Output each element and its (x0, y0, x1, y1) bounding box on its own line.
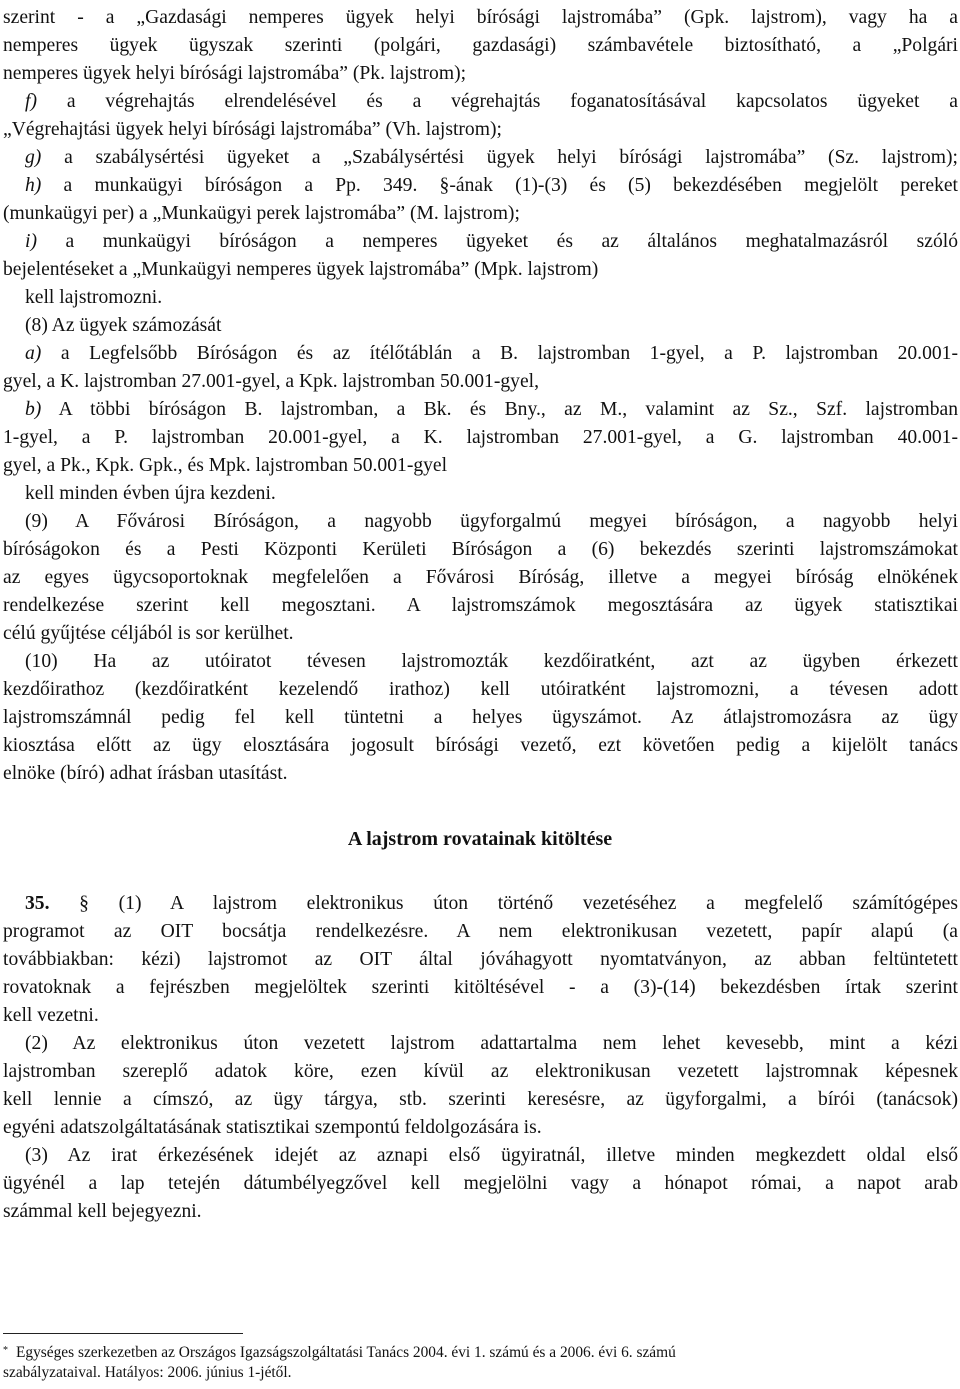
text-line: lajstromszámnál pedig fel kell tüntetni a helyes ügyszámot. Az átlajstromozásra az ügy (3, 707, 958, 728)
text-line: kell lajstromozni. (25, 287, 163, 308)
text-line: (8) Az ügyek számozását (25, 315, 222, 336)
text-line: rendelkezése szerint kell megosztani. A lajstromszámok megosztására az ügyek statisztikai (3, 595, 958, 616)
text-line: g) a szabálysértési ügyeket a „Szabálysértési ügyek helyi bírósági lajstromába” (Sz. lajstrom); (25, 147, 958, 168)
text-line: gyel, a K. lajstromban 27.001-gyel, a Kpk. lajstromban 50.001-gyel, (3, 371, 539, 392)
text-line: (10) Ha az utóiratot tévesen lajstromozták kezdőiratként, azt az ügyben érkezett (25, 651, 958, 672)
text-line: gyel, a Pk., Kpk. Gpk., és Mpk. lajstromban 50.001-gyel (3, 455, 448, 476)
text-line: továbbiakban: kézi) lajstromot az OIT által jóváhagyott nyomtatványon, az abban feltüntetett (3, 949, 958, 970)
text-line: lajstromban szereplő adatok köre, ezen kívül az elektronikusan vezetett lajstromnak képesnek (3, 1061, 958, 1082)
text-line: kell lennie a címszó, az ügy tárgya, stb. szerinti keresésre, az ügyforgalmi, a bírói (tanácsok) (3, 1089, 958, 1110)
text-line: „Végrehajtási ügyek helyi bírósági lajstromába” (Vh. lajstrom); (3, 119, 502, 140)
text-line: (2) Az elektronikus úton vezetett lajstrom adattartalma nem lehet kevesebb, mint a kézi (25, 1033, 958, 1054)
section-number: 35. (25, 893, 50, 914)
text-line: elnöke (bíró) adhat írásban utasítást. (3, 763, 288, 784)
text-line: kell vezetni. (3, 1005, 99, 1026)
footnote-line: * Egységes szerkezetben az Országos Igazságszolgáltatási Tanács 2004. évi 1. számú és a 2006. évi 6. számú (3, 1344, 676, 1361)
text-line: az egyes ügycsoportoknak megfelelően a Fővárosi Bíróság, illetve a megyei bíróság elnökének (3, 567, 958, 588)
text-line: nemperes ügyek ügyszak szerinti (polgári, gazdasági) számbavétele biztosítható, a „Polgári (3, 35, 958, 56)
text-line: b) A többi bíróságon B. lajstromban, a Bk. és Bny., az M., valamint az Sz., Szf. lajstromban (25, 399, 958, 420)
text-line: bíróságokon és a Pesti Központi Kerületi Bíróságon a (6) bekezdés szerinti lajstromszámokat (3, 539, 958, 560)
text-line: a) a Legfelsőbb Bíróságon és az ítélőtáblán a B. lajstromban 1-gyel, a P. lajstromban 20.001- (25, 343, 958, 364)
text-line: nemperes ügyek helyi bírósági lajstromába” (Pk. lajstrom); (3, 63, 467, 84)
text-line: rovatoknak a fejrészben megjelöltek szerinti kitöltésével - a (3)-(14) bekezdésben írtak szerint (3, 977, 958, 998)
text-line: (9) A Fővárosi Bíróságon, a nagyobb ügyforgalmú megyei bíróságon, a nagyobb helyi (25, 511, 958, 532)
footnote-divider (3, 1333, 243, 1334)
text-line: programot az OIT bocsátja rendelkezésre. A nem elektronikusan vezetett, papír alapú (a (3, 921, 958, 942)
text-line: f) a végrehajtás elrendelésével és a végrehajtás foganatosításával kapcsolatos ügyeket a (25, 91, 958, 112)
text-line: i) a munkaügyi bíróságon a nemperes ügyeket és az általános meghatalmazásról szóló (25, 231, 958, 252)
text-line: (3) Az irat érkezésének idejét az aznapi első ügyiratnál, illetve minden megkezdett oldal első (25, 1145, 958, 1166)
text-line: 35. § (1) A lajstrom elektronikus úton történő vezetéséhez a megfelelő számítógépes (25, 893, 958, 914)
text-line: szerint - a „Gazdasági nemperes ügyek helyi bírósági lajstromába” (Gpk. lajstrom), vagy ha a (3, 7, 958, 28)
footnote-mark: * (3, 1345, 8, 1356)
section-heading: A lajstrom rovatainak kitöltése (347, 828, 613, 850)
footnote-line: szabályzataival. Hatályos: 2006. június 1-jétől. (3, 1364, 292, 1381)
text-line: kezdőirathoz (kezdőiratként kezelendő irathoz) kell utóiratként lajstromozni, a tévesen adott (3, 679, 958, 700)
text-line: bejelentéseket a „Munkaügyi nemperes ügyek lajstromába” (Mpk. lajstrom) (3, 259, 599, 280)
text-line: kell minden évben újra kezdeni. (25, 483, 276, 504)
text-line: számmal kell bejegyezni. (3, 1201, 202, 1222)
text-line: 1-gyel, a P. lajstromban 20.001-gyel, a K. lajstromban 27.001-gyel, a G. lajstromban 40.001- (3, 427, 958, 448)
text-line: (munkaügyi per) a „Munkaügyi perek lajstromába” (M. lajstrom); (3, 203, 520, 224)
text-line: h) a munkaügyi bíróságon a Pp. 349. §-ának (1)-(3) és (5) bekezdésében megjelölt pereket (25, 175, 958, 196)
text-line: célú gyűjtése céljából is sor kerülhet. (3, 623, 294, 644)
text-line: kiosztása előtt az ügy elosztására jogosult bírósági vezető, ezt követően pedig a kijelölt tanács (3, 735, 958, 756)
text-line: ügyénél a lap tetején dátumbélyegzővel kell megjelölni vagy a hónapot római, a napot arab (3, 1173, 958, 1194)
text-line: egyéni adatszolgáltatásának statisztikai szempontú feldolgozására is. (3, 1117, 542, 1138)
